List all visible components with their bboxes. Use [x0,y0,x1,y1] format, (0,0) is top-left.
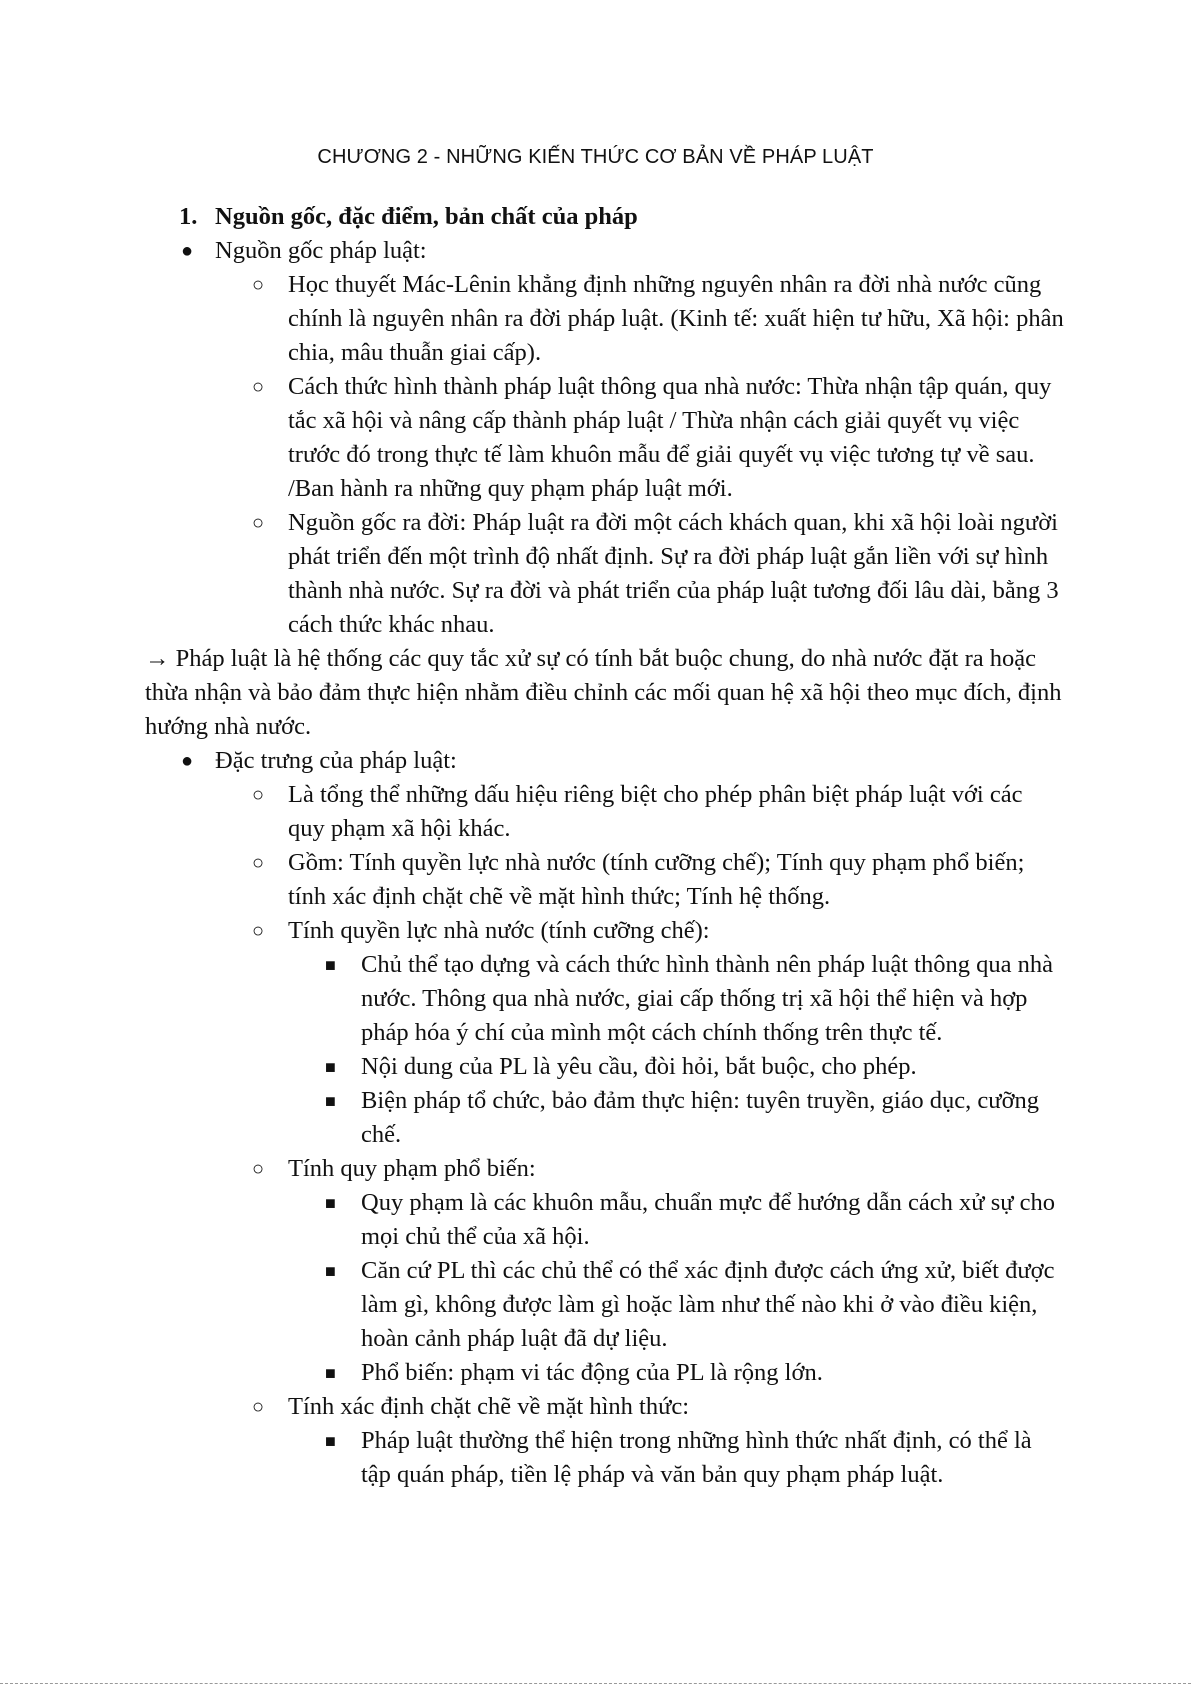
hollow-bullet-icon: ○ [252,920,265,942]
filled-bullet-icon: ● [181,750,194,772]
list-item-text: Gồm: Tính quyền lực nhà nước (tính cưỡng chế); Tính quy phạm phổ biến; tính xác định chặt chẽ về mặt hình thức; Tính hệ thống. [288,849,1025,910]
list-item [145,948,1065,1050]
hollow-bullet-icon: ○ [252,376,265,398]
list-item-text: Cách thức hình thành pháp luật thông qua nhà nước: Thừa nhận tập quán, quy tắc xã hội và nâng cấp thành pháp luật / Thừa nhận cách giải quyết vụ việc trước đó trong thực tế làm khuôn mẫu để giải quyết vụ việc tương tự về sau. /Ban hành ra những quy phạm pháp luật mới. [288,373,1052,502]
list-item [145,778,1065,846]
definition-paragraph: → Pháp luật là hệ thống các quy tắc xử sự có tính bắt buộc chung, do nhà nước đặt ra hoặc thừa nhận và bảo đảm thực hiện nhằm điều chỉnh các mối quan hệ xã hội theo mục đích, định hướng nhà nước. [145,645,1062,740]
list-item [145,846,1065,914]
hollow-bullet-icon: ○ [252,512,265,534]
list-item-text: Nội dung của PL là yêu cầu, đòi hỏi, bắt buộc, cho phép. [361,1053,917,1080]
list-item [145,1424,1065,1492]
list-item [145,1356,1065,1390]
list-item-text: Quy phạm là các khuôn mẫu, chuẩn mực để hướng dẫn cách xử sự cho mọi chủ thể của xã hội. [361,1189,1056,1250]
list-item-text: Học thuyết Mác-Lênin khẳng định những nguyên nhân ra đời nhà nước cũng chính là nguyên nhân ra đời pháp luật. (Kinh tế: xuất hiện tư hữu, Xã hội: phân chia, mâu thuẫn giai cấp). [288,271,1064,366]
section-number: 1. [179,203,198,230]
list-item-text: Nguồn gốc ra đời: Pháp luật ra đời một cách khách quan, khi xã hội loài người phát triển đến một trình độ nhất định. Sự ra đời pháp luật gắn liền với sự hình thành nhà nước. Sự ra đời và phát triển của pháp luật tương đối lâu dài, bằng 3 cách thức khác nhau. [288,509,1059,638]
square-bullet-icon: ■ [325,955,336,975]
list-item-text: Căn cứ PL thì các chủ thể có thể xác định được cách ứng xử, biết được làm gì, không được làm gì hoặc làm như thế nào khi ở vào điều kiện, hoàn cảnh pháp luật đã dự liệu. [361,1257,1055,1352]
section-heading [145,200,1065,234]
list-item-label: Tính quy phạm phổ biến: [288,1155,536,1182]
list-item-text: Biện pháp tổ chức, bảo đảm thực hiện: tuyên truyền, giáo dục, cưỡng chế. [361,1087,1040,1148]
list-item-label: Nguồn gốc pháp luật: [215,237,427,264]
list-item-label: Đặc trưng của pháp luật: [215,747,457,774]
list-item-features [145,744,1065,778]
document-body [145,200,1065,1492]
square-bullet-icon: ■ [325,1261,336,1281]
hollow-bullet-icon: ○ [252,1396,265,1418]
list-item [145,1050,1065,1084]
list-item-origin [145,234,1065,268]
hollow-bullet-icon: ○ [252,274,265,296]
list-item [145,370,1065,506]
hollow-bullet-icon: ○ [252,784,265,806]
list-item-label: Tính quyền lực nhà nước (tính cưỡng chế): [288,917,710,944]
list-item-text: Phổ biến: phạm vi tác động của PL là rộng lớn. [361,1359,823,1386]
section-heading-text: Nguồn gốc, đặc điểm, bản chất của pháp [215,203,638,230]
square-bullet-icon: ■ [325,1091,336,1111]
square-bullet-icon: ■ [325,1193,336,1213]
hollow-bullet-icon: ○ [252,852,265,874]
list-item-text: Là tổng thể những dấu hiệu riêng biệt cho phép phân biệt pháp luật với các quy phạm xã hội khác. [288,781,1023,842]
list-item-formal [145,1390,1065,1424]
list-item [145,1254,1065,1356]
list-item-text: Pháp luật thường thể hiện trong những hình thức nhất định, có thể là tập quán pháp, tiền lệ pháp và văn bản quy phạm pháp luật. [361,1427,1032,1488]
square-bullet-icon: ■ [325,1363,336,1383]
list-item [145,506,1065,642]
list-item [145,1084,1065,1152]
list-item-text: Chủ thể tạo dựng và cách thức hình thành nên pháp luật thông qua nhà nước. Thông qua nhà nước, giai cấp thống trị xã hội thể hiện và hợp pháp hóa ý chí của mình một cách chính thống trên thực tế. [361,951,1053,1046]
chapter-title: CHƯƠNG 2 - NHỮNG KIẾN THỨC CƠ BẢN VỀ PHÁP LUẬT [317,146,874,168]
list-item [145,268,1065,370]
filled-bullet-icon: ● [181,240,194,262]
list-item-power [145,914,1065,948]
list-item-normative [145,1152,1065,1186]
list-item [145,1186,1065,1254]
hollow-bullet-icon: ○ [252,1158,265,1180]
list-item-label: Tính xác định chặt chẽ về mặt hình thức: [288,1393,690,1420]
square-bullet-icon: ■ [325,1431,336,1451]
square-bullet-icon: ■ [325,1057,336,1077]
